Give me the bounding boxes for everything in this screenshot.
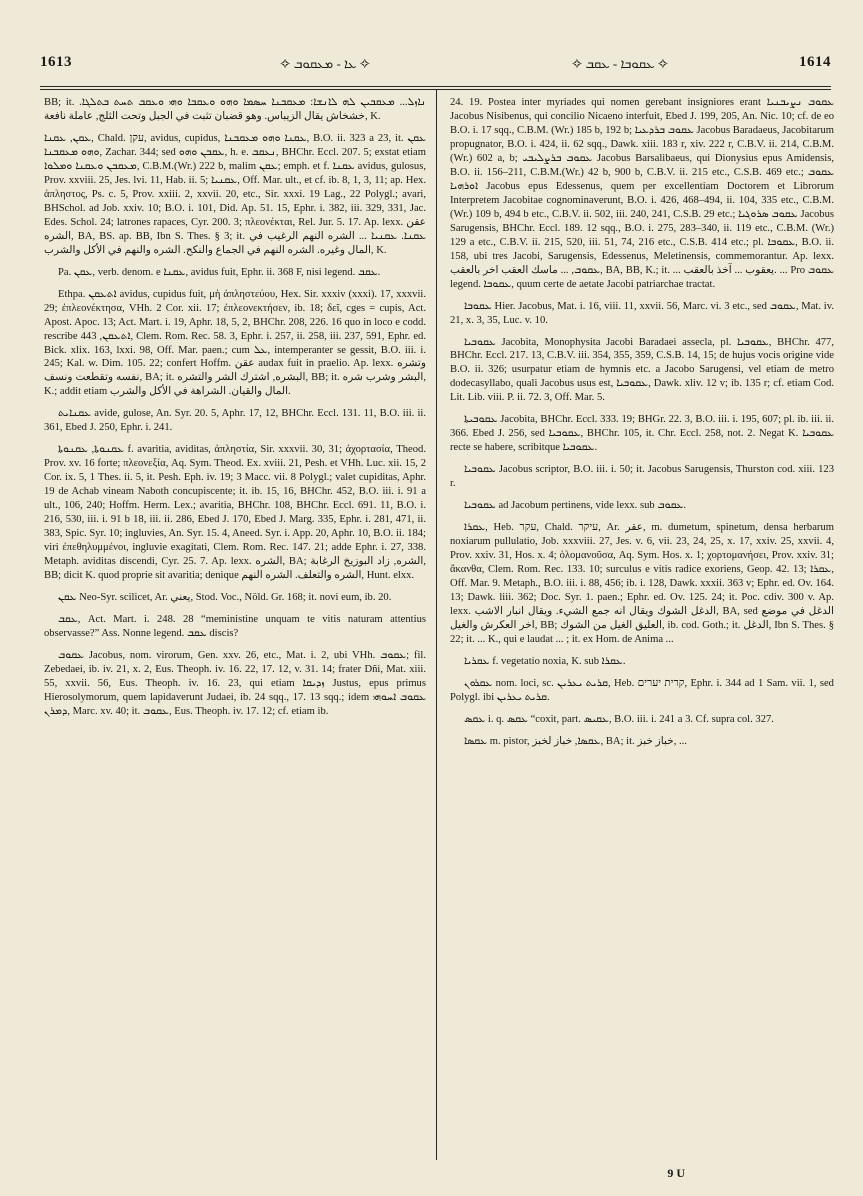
- right-page-number: 1614: [799, 54, 831, 70]
- left-running-head: ✧ ܥܐ - ܡܥܩܘܒ ✧: [280, 56, 370, 71]
- entry-jacobus-continued: 24. 19. Postea inter myriades qui nomen gerebant insigniores erant ܥܩܘܒ ܢܨܝܒܢܝܐ Jacobus Nisibenus, qui concilio Nicaeno interfuit, Ebed J. 199, 205, An. Nic. 10; cf. de eo B.O. i. 17 sqq., C.B.M. (Wr.) 185 b, 192 b; ܥܩܘܒ ܒܪܕܥܝܐ Jacobus Baradaeus, Jacobitarum propugnator, B.O. i. 424, ii. 62 sqq., Dawk. xiii. 183 r, xiv. 222 r, C.B.V. ii. 214, C.B.M. (Wr.) 602 a, b; ܥܩܘܒ ܒܪܨܠܝܒܝ Jacobus Barsalibaeus, qui Dionysius epus Amidensis, B.O. ii. 156–211, C.B.M.(Wr.) 42 b, 900 b, C.B.V. ii. 215 etc., C.S.B. 469 etc.; ܥܩܘܒ ܐܘܪܗܝܐ Jacobus epus Edessenus, quem per excellentiam Doctorem et Librorum Interpretem Jacobitae cognominaverunt, B.O. i. 426, 468–494, ii. 104, 335 etc., C.B.M. (Wr.) 109 b, 494 b etc., C.B.V. ii. 502, iii. 240, 241, C.S.B. 29 etc.; ܥܩܘܒ ܣܪܘܓܝܐ Jacobus Sarugensis, BHChr. Eccl. 189. 12 sqq., B.O. i. 275, 283–340, ii. 119 etc., C.B.M. (Wr.) 129 a etc., C.B.V. ii. 215, 520, iii. 51, 74, 216 etc., C.S.B. 414 etc.; pl. ܥܩܘܒܐ, B.O. ii. 158, ubi tres Jacobi, Sarugensis, Edessenus, Meletinensis, commemorantur. Ap. lexx. ܥܩܘܒ, ... ماسك العقب اخر بالعقب, BA, BB, K.; it. ... يعقوب ... آخذ بالعقب. ... Pro ܥܩܘܒ legend. ܥܩܘܒܐ, quum certe de aetate Jacobi patriarchae tractat.: [450, 97, 835, 290]
- entry-avaritia: ܥܩܢܘܬܐ, ܥܩܢܘܬܐ f. avaritia, aviditas, ἀπληστία, Sir. xxxvii. 30, 31; ἀχορτασία, Theod. Prov. xv. 16 forte; πλεονεξία, Aq. Sym. Theod. Ex. xviii. 21, Pesh. et VHh. Luc. xii. 15, 2 Cor. ix. 5, 1 Thes. ii. 5, it. Pesh. Eph. iv. 19; 3 Macc. vii. 8 Polygl.; valet cupiditas, Aphr. 19 de Achab vineam Naboth concupiscente; it. ib. 15, 16, BHChr. 452, B.O. iii. i. 91 a ult., 106, 240; Hoffm. Herm. Lex.; avaritia, BHChr. 108, BHChr. Eccl. 691. 11, B.O. i. 216, 530, iii. i. 91 b 18, iii. ii. 286, Ebed J. 170, Ebed J. Marg. 335, Ephr. i. 281, 471, ii. 383, Spic. Syr. 10; ingluvies, An. Syr. 15. 4, Aneed. Syr. i. App. 20, Aphr. 10, B.O. ii. 184; viri ἐπεθηλυμμένοι, ingluvie exagitati, Clem. Rom. Rec. 147. 21; adde Ephr. i. 27, 338. Metaph. aviditas discendi, Cyr. 25. 7. Ap. lexx. الشره, BA; الشره, زاد البوزيخ الرغابة, BB; dicit K. quod proprie sit avaritia; denique الشره والتعلف. الشره النهم, Hunt. elxx.: [44, 444, 427, 582]
- entry-continuation: BB; it. ܢܐܙܠ... ܡܥܩܒܝܢ ܠܗ ܠܐܢܫܐ: ܡܥܩܒܢܐ ܚܣܡܐ ܘܗܘ ܘܥܩܒܐ ܘܗܝ ܘܥܩܒ ܬܚܬ ܒܬܠܓܐ. خشخاش يقال الزيباس. وهو قضبان تثبت في الجبل وتحت الثلج, عاملة نافعة, K.: [44, 97, 426, 122]
- column-divider: [436, 90, 437, 1160]
- entry-pistor: ܥܩܣܐ m. pistor, ܥܩܣܐ, خباز لخبز, BA; it. خباز خبز, ...: [464, 735, 687, 747]
- entry-pael: Pa. ܥܩܢ, verb. denom. e ܥܩܢܐ, avidus fuit, Ephr. ii. 368 F, nisi legend. ܥܩܒ.: [58, 266, 381, 278]
- entry-aqna: ܥܩܢ, ܥܩܢܐ, Chald. עקן, avidus, cupidus, ܥܩܢܐ ܘܗܘ ܡܥܩܒܢܐ, B.O. ii. 323 a 23, it. ܥܩܢ ܘܗܘ ܡܥܩܒܢܐ, Zachar. 344; sed ܥܩܒܢ ܘܗܘ, h. e. ܢܥܩܒ, BHChr. Eccl. 207. 5; exstat etiam ܡܥܩܒܢ ܘܥܩܢܐ ܘܡܠܘܐ, C.B.M.(Wr.) 222 b, malim ܥܩܢ; emph. et f. ܥܩܢܐ avidus, gulosus, Prov. xxviii. 25, Jes. lvi. 11, Hab. ii. 5; ܥܩܢܝܐ, Off. Mar. ult., et cf. ib. 8, 1, 3, 11; ap. Hex. ἀπληστος, Ps. c. 5, Prov. xxiii. 2, xxvii. 20, etc., Sir. xxxi. 19 Lag., 22 Polygl.; avari, BHSchol. ad Job. xxiv. 10; B.O. i. 101, Did. Ap. 51. 15, Ephr. i. 382, iii. 329, 331, Jac. Edes. Schol. 24; latrones rapaces, Cyr. 200. 3; πλεονέκται, Rel. Jur. 5. 17. Ap. lexx. عقن الشره, BA, BS. ap. BB, Ibn S. Thes. § 3; it. ܥܩܢܐ. ܥܩܢܝܐ ... الشره النهم الرغيب في المال وغيره. الشره النهم في الجماع والنكح. الشره والنهم في الأكل والشرب, K.: [44, 132, 427, 256]
- entry-dumetum: ܥܩܪܐ, Heb. עקר, Chald. עיקר, Ar. عقر, m. dumetum, spinetum, densa herbarum noxiarum pullulatio, Job. xxxviii. 27, Jes. v. 6, vii. 23, 24, 25, x. 17, xxiv. 25, xxvii. 4, Prov. xxiv. 31, Hos. x. 4; ὁλομανοῦσα, Aq. Sym. Hos. x. 1; χορτομανήσει, Prov. xxiv. 31; ἄκανθα, Clem. Rom. Rec. 133. 10; surculus e vitis radice exoriens, Geop. 42. 13; ܥܩܪܐ, Off. Mar. 9. Metaph., B.O. iii. i. 88, 456; ib. i. 128, Dawk. xxxii. 363 v; Ephr. ed. Ov. 164. 13; Dawk. liii. 362; Doc. Syr. 1. paen.; Ephr. ed. Ov. 125. 24; it. Poc. cdiv. 300 v. Ap. lexx. الدغل الشوك ويقال انه جمع الشيء. ويقال انبار الاشب, BA, sed الدغل في موضع اخر العكرش والغيل, BB; العليق الغيل من الشوك, ib. cod. Goth.; it. الدغل, Ibn S. Thes. § 22; it. ... K., qui e laudat ... ; it. ex Hom. de Anima ...: [450, 522, 835, 645]
- right-running-head: ✧ ܥܩܘܒܐ - ܥܩܒ ✧: [571, 56, 669, 71]
- signature-mark: 9 U: [667, 1166, 685, 1180]
- header-rule: [40, 86, 831, 87]
- entry-jacobus-hier: ܥܩܘܒܐ Hier. Jacobus, Mat. i. 16, viii. 11, xxvii. 56, Marc. vi. 3 etc., sed ܥܩܘܒ, Mat. iv. 21, x. 3, 35, Luc. v. 10.: [450, 300, 835, 326]
- entry-neo-syriac: ܥܩܢ Neo-Syr. scilicet, Ar. يعني, Stod. Voc., Nöld. Gr. 168; it. novi eum, ib. 20.: [58, 592, 392, 603]
- entry-vegetatio: ܥܩܪܝܐ f. vegetatio noxia, K. sub ܥܩܪܐ.: [464, 655, 626, 667]
- entry-ethpa: Ethpa. ܐܬܥܩܢ avidus, cupidus fuit, μὴ ἀπληστεύου, Hex. Sir. xxxiv (xxxi). 17, xxxvii. 29; ἐπλεονέκτησα, VHh. 2 Cor. xii. 17; ἐπλεονεκτήσεν, ib. 18; δεῖ, cges = cupis, Act. Apost. Apoc. 13; Act. Mart. i. 19, Aphr. 18, 5, 2, BHChr. 208, 226. 16 quo in loco e codd. rescribe ܐܬܥܩܢ, 443, Clem. Rom. Rec. 58. 3, Ephr. i. 257, ii. 258, iii. 237, 591, Ephr. ed. Bick. xlix. 163, lxxi. 98, Off. Mar. paen.; cum ܥܠ, intemperanter se gessit, B.O. iii. i. 245; Kal. w. Dim. 105. 22; confert Hoffm. عقن audax fuit in praelio. Ap. lexx. وتشره نفسه وتقطعت ونسف, BA; it. البشره, اشترك الشر والتشره, BB; it. البشر وشرب شره, K.; addit etiam المال والقيان. الشراهة في الأكل والشرب.: [44, 288, 427, 398]
- left-column: [44, 96, 426, 723]
- entry-avide: ܥܩܢܐܝܬ avide, gulose, An. Syr. 20. 5, Aphr. 17, 12, BHChr. Eccl. 131. 11, B.O. iii. ii. 361, Ebed J. 250, Ephr. i. 241.: [44, 408, 426, 434]
- entry-jacobita-fem: ܥܩܘܒܝܬܐ Jacobita, BHChr. Eccl. 333. 19; BHGr. 22. 3, B.O. iii. i. 195, 607; pl. ib. iii. ii. 366. Ebed J. 256, sed ܥܩܘܒܝܐ, BHChr. 105, it. Chr. Eccl. 258, not. 2. Negat K. ܥܩܘܒܝܐ recte se habere, scribitque ܥܩܘܒܝܐ.: [450, 414, 835, 454]
- entry-jacobus-scriptor: ܥܩܘܒܝܐ Jacobus scriptor, B.O. iii. i. 50; it. Jacobus Sarugensis, Thurston cod. xiii. 123 r.: [450, 464, 834, 490]
- entry-jacobita: ܥܩܘܒܝܐ Jacobita, Monophysita Jacobi Baradaei assecla, pl. ܥܩܘܒܝܐ, BHChr. 477, BHChr. Eccl. 217. 13, C.B.V. iii. 354, 355, 359, C.S.B. 14, 15; de hujus vocis origine vide B.O. ii. 326; usurpatur etiam de hymnis etc. a Jacobo Sarugensi, vel etiam de metro dodecasyllabo, quali Jacobus usus est, ܥܩܘܒܝܐ, Dawk. xliv. 12 v; ib. 135 r; cf. etiam Cod. Lit. Lib. viii. P. ii. 72. 3, Off. Mar. 5.: [450, 336, 834, 404]
- right-column: [450, 96, 834, 753]
- entry-nom-loci: ܥܩܪܘܢ nom. loci, sc. ܩܪܝܬ ܝܥܪܝܢ, Heb. קרית יערים, Ephr. i. 344 ad 1 Sam. vii. 1, sed Polygl. ibi ܩܪܝܬ ܝܥܪܝܢ.: [450, 677, 834, 703]
- entry-ad-jacobum: ܥܩܘܒܝܐ ad Jacobum pertinens, vide lexx. sub ܥܩܘܒ.: [464, 500, 687, 512]
- left-page-number: 1613: [40, 54, 72, 70]
- entry-coxit: ܥܩܣ i. q. ܥܩܣ “coxit, part. ܥܩܝܣ, B.O. iii. i. 241 a 3. Cf. supra col. 327.: [464, 713, 774, 725]
- page-header: [40, 52, 831, 80]
- entry-act-mart: ܥܩܒ, Act. Mart. i. 248. 28 “meministine unquam te vitis naturam attentius observasse?” Ass. Nonne legend. ܥܩܒ discis?: [44, 613, 426, 639]
- entry-jacobus: ܥܩܘܒ Jacobus, nom. virorum, Gen. xxv. 26, etc., Mat. i. 2, ubi VHh. ܥܩܘܒ; fil. Zebedaei, ib. iv. 21, x. 2, Eus. Theoph. iv. 16. 22, 17. 12, v. 31. 14; frater Dñi, Mat. xiii. 55, xxvii. 56, Eus. Theoph. iv. 16. 23, qui etiam ܙܕܝܩܐ Justus, epus primus Hierosolymorum, quem lapidaverunt Judaei, ib. 24 sqq., 17. 13 sqq.; idem ܥܩܘܒ ܐܚܘܗܝ ܕܡܪܢ, Marc. xv. 40; it. ܥܩܘܒ, Eus. Theoph. iv. 17. 12; cf. etiam ib.: [44, 649, 426, 717]
